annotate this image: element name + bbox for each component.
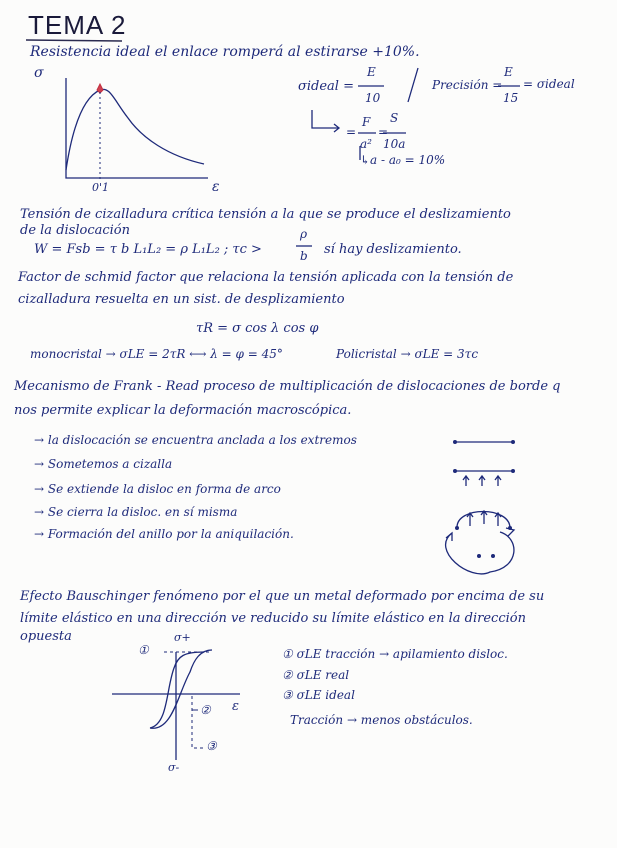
bauschinger-legend-item: ② σLE real [282, 668, 350, 682]
s-num: S [390, 111, 399, 125]
bauschinger-line1: Efecto Bauschinger fenómeno por el que un metal deformado por encima de su [20, 589, 545, 604]
precision-den: 15 [503, 91, 519, 105]
cizalladura-frac-den: b [300, 249, 308, 263]
marker-3: ③ [206, 739, 217, 753]
bauschinger-line2: límite elástico en una dirección ve reducido su límite elástico en la dirección [20, 611, 526, 626]
sigma-axis-label: σ [34, 65, 44, 81]
bauschinger-line3: opuesta [20, 629, 72, 644]
schmid-line2: cizalladura resuelta en un sist. de desplizamiento [18, 292, 345, 307]
frank-read-line1: Mecanismo de Frank - Read proceso de multiplicación de dislocaciones de borde q [14, 379, 561, 394]
cizalladura-frac-num: ρ [300, 227, 308, 241]
sigma-ideal-lhs: σideal = [298, 79, 354, 94]
sigma-ideal-den: 10 [365, 91, 381, 105]
sigma-ideal-num: E [367, 65, 376, 79]
bauschinger-epsilon-label: ε [232, 699, 239, 714]
force-num: F [362, 115, 371, 129]
delta-formula: ↳a - a₀ = 10% [360, 153, 446, 167]
monocristal-formula: monocristal → σLE = 2τR ⟷ λ = φ = 45° [30, 347, 283, 361]
precision-rhs: = σideal [523, 77, 575, 91]
sigma-minus-label: σ- [168, 761, 180, 774]
schmid-formula: τR = σ cos λ cos φ [196, 321, 319, 336]
bauschinger-note: Tracción → menos obstáculos. [290, 713, 473, 727]
page-title: TEMA 2 [28, 10, 127, 40]
bauschinger-legend-item: ③ σLE ideal [282, 688, 355, 702]
marker-1: ① [138, 643, 149, 657]
frank-read-line2: nos permite explicar la deformación macroscópica. [14, 403, 352, 418]
cizalladura-line2: de la dislocación [20, 223, 130, 238]
frank-read-step: → Sometemos a cizalla [34, 457, 173, 471]
equals-sign-2: = [378, 125, 389, 139]
force-den: a² [360, 137, 372, 151]
policristal-formula: Policristal → σLE = 3τc [336, 347, 479, 361]
resistencia-statement: Resistencia ideal el enlace romperá al estirarse +10%. [30, 44, 420, 60]
marker-2: ② [200, 703, 211, 717]
precision-num: E [504, 65, 513, 79]
frank-read-step: → Se extiende la disloc en forma de arco [34, 482, 281, 496]
bauschinger-legend-item: ① σLE tracción → apilamiento disloc. [282, 647, 508, 661]
cizalladura-line1: Tensión de cizalladura crítica tensión a la que se produce el deslizamiento [20, 207, 511, 222]
epsilon-axis-label: ε [212, 179, 220, 195]
sigma-plus-label: σ+ [174, 631, 191, 644]
equals-sign-1: = [346, 125, 357, 139]
cizalladura-suffix: sí hay deslizamiento. [324, 242, 462, 257]
frank-read-step: → Formación del anillo por la aniquilación. [34, 527, 294, 541]
frank-read-step: → la dislocación se encuentra anclada a los extremos [34, 433, 357, 447]
strain-tick-label: 0'1 [92, 181, 110, 194]
cizalladura-formula: W = Fsb = τ b L₁L₂ = ρ L₁L₂ ; τc > [34, 242, 262, 257]
schmid-line1: Factor de schmid factor que relaciona la tensión aplicada con la tensión de [18, 270, 514, 285]
frank-read-step: → Se cierra la disloc. en sí misma [34, 505, 238, 519]
precision-label: Precisión = [432, 78, 503, 92]
s-den: 10a [383, 137, 406, 151]
